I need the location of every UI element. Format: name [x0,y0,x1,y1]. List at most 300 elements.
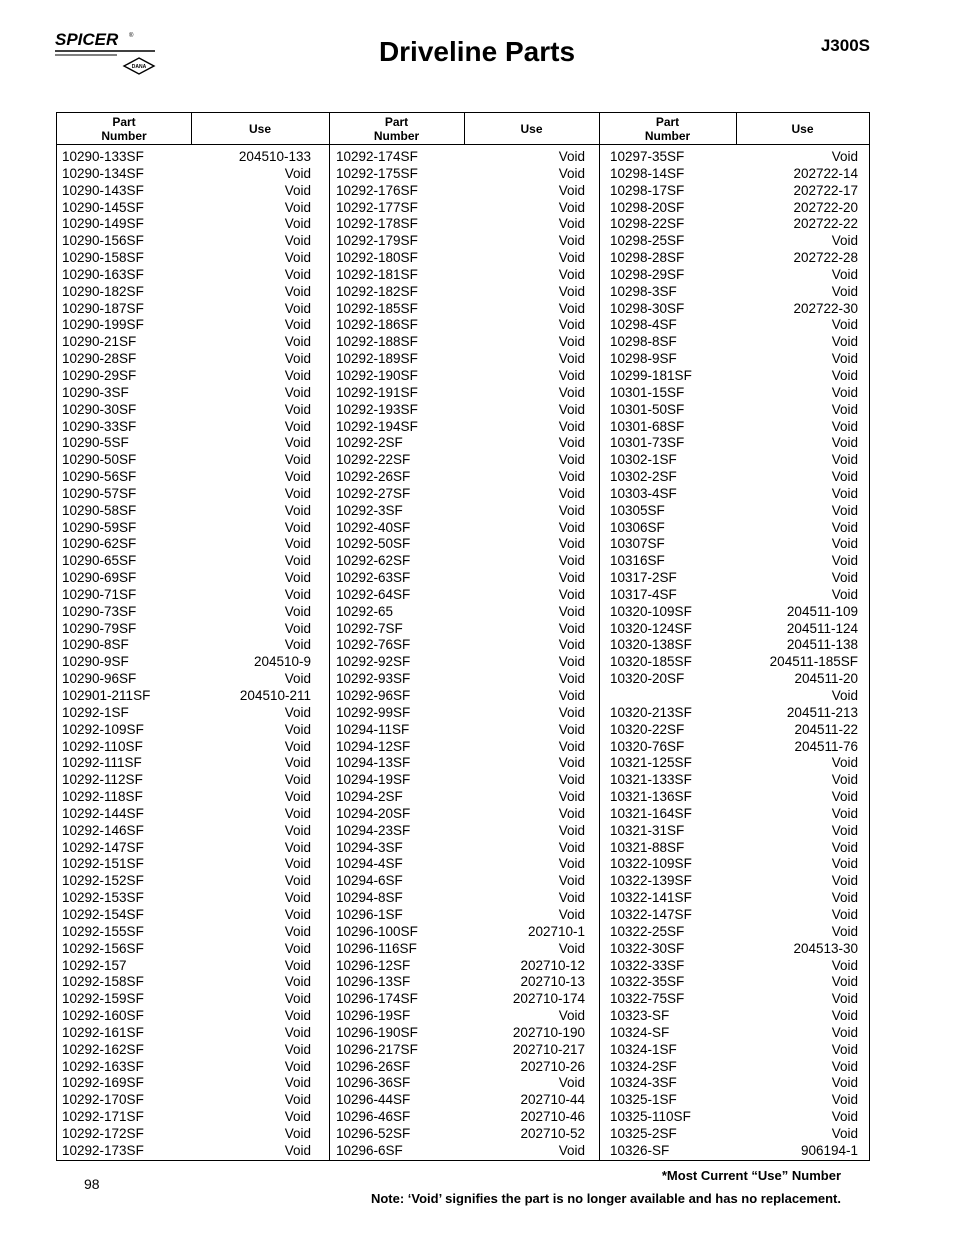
part-number: 10321-31SF [610,822,685,838]
part-number: 10292-64SF [336,586,411,602]
use-value: Void [831,266,858,282]
part-number: 10292-160SF [62,1008,144,1024]
table-row [610,334,858,351]
table-row [336,503,585,520]
use-value: 202710-1 [527,923,585,939]
part-number: 10296-217SF [336,1041,418,1057]
part-number: 10292-163SF [62,1058,144,1074]
footnote-void: Note: ‘Void’ signifies the part is no longer available and has no replacement. [370,1191,841,1206]
use-value: Void [558,334,585,350]
use-value: Void [284,401,311,417]
part-number: 10298-8SF [610,334,677,350]
table-row [610,604,858,621]
use-value: Void [831,789,858,805]
table-row [62,402,311,419]
table-row [62,722,311,739]
part-number: 10323-SF [610,1008,670,1024]
use-value: Void [284,839,311,855]
use-value: 202722-14 [793,165,858,181]
use-value: Void [284,822,311,838]
use-value: Void [558,873,585,889]
use-value: Void [831,1125,858,1141]
use-value: Void [284,519,311,535]
part-number: 10292-179SF [336,233,418,249]
use-value: Void [558,789,585,805]
table-row [62,587,311,604]
use-value: Void [284,620,311,636]
use-value: Void [831,485,858,501]
use-value: Void [558,351,585,367]
table-row [62,419,311,436]
part-number: 10290-187SF [62,300,144,316]
table-row [336,486,585,503]
table-row [336,772,585,789]
table-row [62,166,311,183]
use-value: Void [831,233,858,249]
use-value: Void [558,654,585,670]
use-value: Void [831,890,858,906]
use-value: 202722-28 [793,250,858,266]
use-value: Void [284,873,311,889]
part-number: 10322-141SF [610,890,692,906]
use-value: Void [558,519,585,535]
table-row [610,452,858,469]
table-row [610,149,858,166]
part-number: 10298-17SF [610,182,685,198]
part-number: 10326-SF [610,1142,670,1158]
use-value: Void [558,940,585,956]
table-row [336,368,585,385]
use-value: Void [284,603,311,619]
part-number: 10292-177SF [336,199,418,215]
table-row [62,772,311,789]
use-value: Void [284,250,311,266]
use-value: Void [284,906,311,922]
part-number: 10292-96SF [336,688,411,703]
part-number: 10322-139SF [610,873,692,889]
part-number: 10290-33SF [62,418,137,434]
table-row [336,755,585,772]
use-value: 906194-1 [800,1142,858,1158]
use-value: Void [284,216,311,232]
table-row [336,317,585,334]
part-number: 10296-19SF [336,1008,411,1024]
use-value: Void [831,1041,858,1057]
part-number: 10292-22SF [336,452,411,468]
table-row [62,351,311,368]
use-value: Void [831,283,858,299]
use-value: Void [558,721,585,737]
part-number: 10296-44SF [336,1092,411,1108]
table-row [610,705,858,722]
use-value: Void [558,317,585,333]
table-row [62,183,311,200]
use-value: 202710-174 [512,991,585,1007]
part-number: 10307SF [610,536,665,552]
table-row [62,267,311,284]
part-number: 10290-3SF [62,384,129,400]
table-row [62,991,311,1008]
use-value: 202722-17 [793,182,858,198]
part-number: 10294-13SF [336,755,411,771]
part-number: 10316SF [610,553,665,569]
use-value: Void [831,1109,858,1125]
table-row [336,402,585,419]
use-value: Void [831,856,858,872]
table-row [62,452,311,469]
table-row [62,368,311,385]
part-number: 10290-57SF [62,485,137,501]
use-value: 204510-133 [238,149,311,164]
table-row [610,267,858,284]
part-number: 10292-151SF [62,856,144,872]
part-number: 10294-2SF [336,789,403,805]
part-number: 10292-157 [62,957,127,973]
use-value: Void [558,637,585,653]
table-row [336,806,585,823]
svg-text:®: ® [129,33,134,39]
use-value: Void [831,351,858,367]
use-value: Void [558,1075,585,1091]
table-row [336,739,585,756]
use-value: Void [558,822,585,838]
use-value: 204511-124 [786,620,858,636]
table-row [610,1075,858,1092]
use-value: Void [284,1075,311,1091]
use-value: Void [831,772,858,788]
use-value: Void [558,469,585,485]
part-number: 10290-143SF [62,182,144,198]
use-value: Void [284,856,311,872]
table-row [336,1008,585,1025]
part-number: 10321-125SF [610,755,692,771]
part-number: 10296-116SF [336,940,417,956]
part-number: 10317-2SF [610,570,677,586]
part-number: 10322-75SF [610,991,685,1007]
table-row [62,536,311,553]
use-value: 204511-109 [786,603,858,619]
part-number: 10296-174SF [336,991,418,1007]
part-number: 10294-19SF [336,772,411,788]
part-number: 10303-4SF [610,485,677,501]
part-number: 10290-29SF [62,367,137,383]
part-number: 10292-172SF [62,1125,144,1141]
table-row [336,267,585,284]
use-value: Void [558,755,585,771]
table-row [336,1143,585,1160]
table-row [62,216,311,233]
use-value: Void [831,805,858,821]
table-row [336,823,585,840]
part-number: 10290-56SF [62,469,137,485]
use-value: Void [558,149,585,164]
table-row [610,317,858,334]
table-row [336,621,585,638]
table-row [62,621,311,638]
part-number: 10292-147SF [62,839,144,855]
part-number: 10292-99SF [336,704,411,720]
part-number: 10299-181SF [610,367,692,383]
table-row [610,1092,858,1109]
use-value: Void [831,469,858,485]
use-value: Void [831,418,858,434]
part-number: 10290-69SF [62,570,137,586]
use-value: Void [284,940,311,956]
use-value: Void [558,384,585,400]
table-row [62,654,311,671]
table-row [610,351,858,368]
part-number: 10320-76SF [610,738,685,754]
part-number: 10294-20SF [336,805,411,821]
use-value: Void [284,974,311,990]
table-row [62,671,311,688]
table-row [610,503,858,520]
part-number: 10298-29SF [610,266,685,282]
part-number: 10298-14SF [610,165,685,181]
use-value: Void [284,418,311,434]
part-number: 10322-25SF [610,923,685,939]
table-row [62,1042,311,1059]
table-row [62,250,311,267]
table-row [336,924,585,941]
use-value: Void [284,721,311,737]
part-number: 10321-88SF [610,839,685,855]
use-value: Void [284,570,311,586]
part-number: 10320-213SF [610,704,692,720]
page-number: 98 [84,1176,100,1192]
part-number: 10292-171SF [62,1109,144,1125]
part-number: 10292-170SF [62,1092,144,1108]
use-value: Void [284,334,311,350]
part-number: 10298-30SF [610,300,685,316]
table-row [62,301,311,318]
parts-column-3 [610,149,858,1160]
use-value: Void [831,974,858,990]
table-row [336,435,585,452]
table-row [336,688,585,705]
part-number: 10290-158SF [62,250,144,266]
part-number: 102901-211SF [62,688,151,703]
part-number: 10322-109SF [610,856,692,872]
header-part-number: Part Number [57,113,191,145]
part-number: 10292-26SF [336,469,411,485]
table-row [62,553,311,570]
parts-column-2 [336,149,585,1160]
table-row [336,536,585,553]
table-row [610,1025,858,1042]
part-number: 10301-68SF [610,418,685,434]
use-value: 202710-13 [520,974,585,990]
table-row [610,772,858,789]
part-number: 10292-50SF [336,536,411,552]
part-number: 10290-50SF [62,452,137,468]
use-value: 202710-26 [520,1058,585,1074]
use-value: Void [284,1092,311,1108]
part-number: 10294-11SF [336,721,410,737]
table-row [336,974,585,991]
use-value: Void [558,553,585,569]
use-value: Void [284,890,311,906]
part-number: 10298-3SF [610,283,677,299]
table-row [336,284,585,301]
part-number: 10290-96SF [62,671,137,687]
table-row [336,1059,585,1076]
table-row [62,688,311,705]
part-number: 10292-189SF [336,351,418,367]
use-value: Void [284,300,311,316]
use-value: 202710-44 [520,1092,585,1108]
part-number: 10290-5SF [62,435,129,451]
table-row [62,789,311,806]
part-number: 10292-153SF [62,890,144,906]
use-value: Void [284,435,311,451]
part-number: 10292-194SF [336,418,418,434]
use-value: Void [558,485,585,501]
use-value: Void [284,704,311,720]
use-value: 202710-217 [512,1041,585,1057]
use-value: 202710-190 [512,1024,585,1040]
part-number: 10294-23SF [336,822,411,838]
use-value: Void [284,1024,311,1040]
table-row [610,1059,858,1076]
table-row [62,974,311,991]
table-row [62,924,311,941]
part-number: 10292-156SF [62,940,144,956]
use-value: Void [558,772,585,788]
part-number: 10292-155SF [62,923,144,939]
part-number: 10302-1SF [610,452,677,468]
table-row [62,907,311,924]
use-value: Void [284,1008,311,1024]
table-row [62,233,311,250]
part-number: 10322-33SF [610,957,685,973]
parts-table [56,112,870,1161]
use-value: Void [831,1092,858,1108]
table-row [610,755,858,772]
part-number: 10290-28SF [62,351,137,367]
table-row [336,570,585,587]
part-number: 10296-1SF [336,906,403,922]
table-row [62,284,311,301]
table-row [610,671,858,688]
page-title: Driveline Parts [378,36,576,67]
use-value: Void [558,233,585,249]
part-number: 10292-159SF [62,991,144,1007]
use-value: Void [831,502,858,518]
table-row [336,419,585,436]
use-value: Void [831,906,858,922]
part-number: 10292-3SF [336,502,403,518]
use-value: Void [558,216,585,232]
part-number: 10292-175SF [336,165,418,181]
table-row [336,705,585,722]
part-number: 10292-161SF [62,1024,144,1040]
use-value: 202722-30 [793,300,858,316]
table-row [336,385,585,402]
table-row [336,873,585,890]
table-row [610,1126,858,1143]
divider [329,113,330,1160]
use-value: Void [558,182,585,198]
table-row [336,1126,585,1143]
use-value: Void [284,182,311,198]
table-row [62,520,311,537]
part-number: 10292-65 [336,603,394,619]
table-row [610,1008,858,1025]
use-value: Void [284,199,311,215]
use-value: Void [284,1125,311,1141]
svg-text:SPICER: SPICER [55,30,119,49]
table-row [610,368,858,385]
part-number: 10292-146SF [62,822,144,838]
part-number: 10306SF [610,519,665,535]
use-value: Void [831,317,858,333]
table-row [610,1143,858,1160]
use-value: 202710-46 [520,1109,585,1125]
use-value: 202710-12 [520,957,585,973]
table-row [610,250,858,267]
use-value: Void [831,957,858,973]
use-value: Void [284,586,311,602]
use-value: Void [558,401,585,417]
table-row [336,654,585,671]
table-row [62,486,311,503]
table-row [62,385,311,402]
model-label: J300S [820,36,870,55]
part-number: 10321-164SF [610,805,692,821]
table-row [336,1075,585,1092]
header-use: Use [736,113,869,145]
part-number: 10296-100SF [336,923,418,939]
use-value: Void [284,923,311,939]
table-row [336,604,585,621]
part-number: 10290-133SF [62,149,144,164]
table-row [610,958,858,975]
part-number: 10292-118SF [62,789,143,805]
part-number: 10292-76SF [336,637,411,653]
use-value: Void [558,586,585,602]
header-part-number: Part Number [599,113,736,145]
table-row [610,385,858,402]
table-row [610,536,858,553]
table-row [336,334,585,351]
part-number: 10292-111SF [62,755,142,771]
table-row [610,856,858,873]
part-number: 10290-59SF [62,519,137,535]
use-value: Void [284,485,311,501]
divider [599,113,600,1160]
table-row [610,941,858,958]
use-value: Void [284,165,311,181]
part-number: 10292-40SF [336,519,411,535]
table-row [62,1092,311,1109]
table-row [336,958,585,975]
table-row [62,755,311,772]
use-value: Void [284,755,311,771]
part-number: 10292-7SF [336,620,403,636]
use-value: Void [831,991,858,1007]
part-number: 10290-149SF [62,216,144,232]
table-row [610,216,858,233]
table-row [610,200,858,217]
table-row [62,334,311,351]
part-number: 10292-112SF [62,772,143,788]
part-number: 10298-20SF [610,199,685,215]
use-value: Void [831,586,858,602]
table-row [610,924,858,941]
use-value: Void [831,1075,858,1091]
table-row [610,486,858,503]
